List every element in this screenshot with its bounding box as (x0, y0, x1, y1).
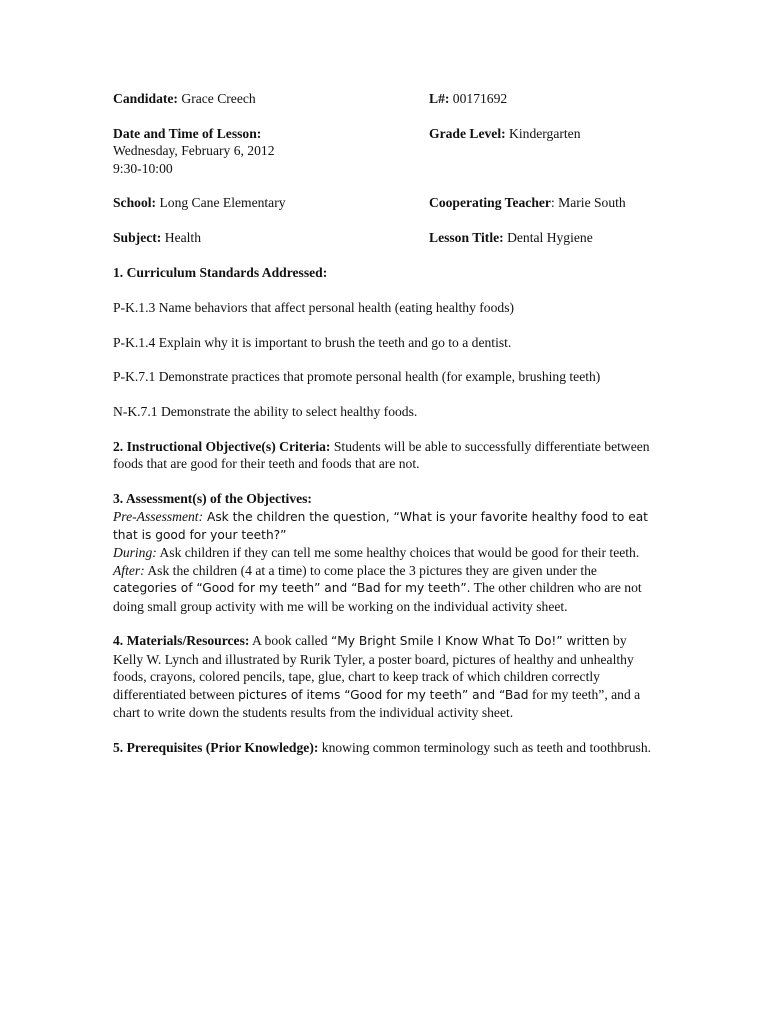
coop-teacher-field (429, 194, 669, 211)
pre-assessment-text: Ask the children the question, “What is your favorite healthy food to eat that is good for your teeth?” (113, 509, 648, 542)
after-label: After: (113, 562, 145, 578)
pre-assessment-label: Pre-Assessment: (113, 508, 204, 524)
lesson-title-label: Lesson Title: (429, 230, 504, 246)
subject-row (113, 229, 658, 246)
section-2-text: Students will be able to successfully differentiate between foods that are good for their teeth and foods that are not. (113, 438, 650, 472)
section-5-heading: 5. Prerequisites (Prior Knowledge): (113, 739, 319, 755)
section-4-text-d: pictures of items “Good for my teeth” and “Bad (238, 687, 529, 702)
lnum-field (429, 90, 669, 107)
section-4-text-a: A book called (249, 633, 331, 649)
section-1-heading (113, 264, 658, 281)
lesson-title-field (429, 229, 669, 246)
after-text-b: categories of “Good for my teeth” and “Bad for my teeth”. (113, 581, 471, 596)
candidate-row (113, 90, 658, 107)
subject-value: Health (164, 230, 201, 246)
grade-label: Grade Level: (429, 125, 506, 141)
after-assessment (113, 562, 658, 615)
section-2-objectives (113, 438, 658, 473)
grade-value: Kindergarten (509, 125, 581, 141)
during-text: Ask children if they can tell me some healthy choices that would be good for their teeth. (156, 545, 640, 561)
section-4-book-title: “My Bright Smile I Know What To Do!” written (330, 634, 610, 649)
section-5-prerequisites (113, 739, 658, 756)
grade-field (429, 125, 669, 142)
lnum-value: 00171692 (452, 91, 508, 106)
school-value: Long Cane Elementary (159, 195, 286, 211)
subject-field (113, 229, 423, 246)
candidate-field (113, 90, 423, 107)
coop-teacher-value: : Marie South (550, 195, 626, 211)
pre-assessment (113, 508, 658, 545)
section-4-text-e: for my teeth”, and a chart to write down the students results from the individual activity sheet. (113, 686, 641, 720)
date-value: Wednesday, February 6, 2012 (113, 143, 275, 159)
section-2-heading: 2. Instructional Objective(s) Criteria: (113, 438, 331, 454)
school-label: School: (113, 195, 157, 211)
date-row (113, 125, 658, 177)
standard-item: P-K.1.4 Explain why it is important to brush the teeth and go to a dentist. (113, 334, 512, 350)
standard-item: P-K.7.1 Demonstrate practices that promote personal health (for example, brushing teeth) (113, 369, 601, 385)
section-4-heading: 4. Materials/Resources: (113, 633, 250, 649)
lnum-label: L#: (429, 91, 450, 106)
section-5-text: knowing common terminology such as teeth and toothbrush. (318, 739, 652, 755)
section-3-heading: 3. Assessment(s) of the Objectives: (113, 491, 312, 507)
time-value: 9:30-10:00 (113, 160, 173, 176)
section-1-heading-text: 1. Curriculum Standards Addressed: (113, 264, 328, 280)
date-label: Date and Time of Lesson: (113, 125, 262, 141)
after-text-a: Ask the children (4 at a time) to come place the 3 pictures they are given under the (144, 562, 597, 578)
section-3-assessment (113, 490, 658, 615)
subject-label: Subject: (113, 230, 162, 246)
candidate-value: Grace Creech (181, 91, 256, 106)
lesson-plan-page (113, 90, 658, 774)
lesson-title-value: Dental Hygiene (507, 230, 593, 246)
during-label: During: (113, 545, 157, 561)
date-field (113, 125, 423, 177)
section-4-materials (113, 632, 658, 721)
standard-item: N-K.7.1 Demonstrate the ability to select healthy foods. (113, 404, 418, 420)
after-text-c: The other children who are not doing small group activity with me will be working on the individual activity sheet. (113, 580, 642, 614)
section-4-text-c: by Kelly W. Lynch and illustrated by Rurik Tyler, a poster board, pictures of healthy and unhealthy foods, crayons, colored pencils, tape, glue, chart to keep track of which children correctly differentiated between (113, 633, 634, 702)
during-assessment (113, 544, 658, 561)
coop-teacher-label: Cooperating Teacher (429, 195, 551, 211)
school-row (113, 194, 658, 211)
standard-item: P-K.1.3 Name behaviors that affect personal health (eating healthy foods) (113, 299, 515, 315)
school-field (113, 194, 423, 211)
candidate-label: Candidate: (113, 91, 178, 106)
